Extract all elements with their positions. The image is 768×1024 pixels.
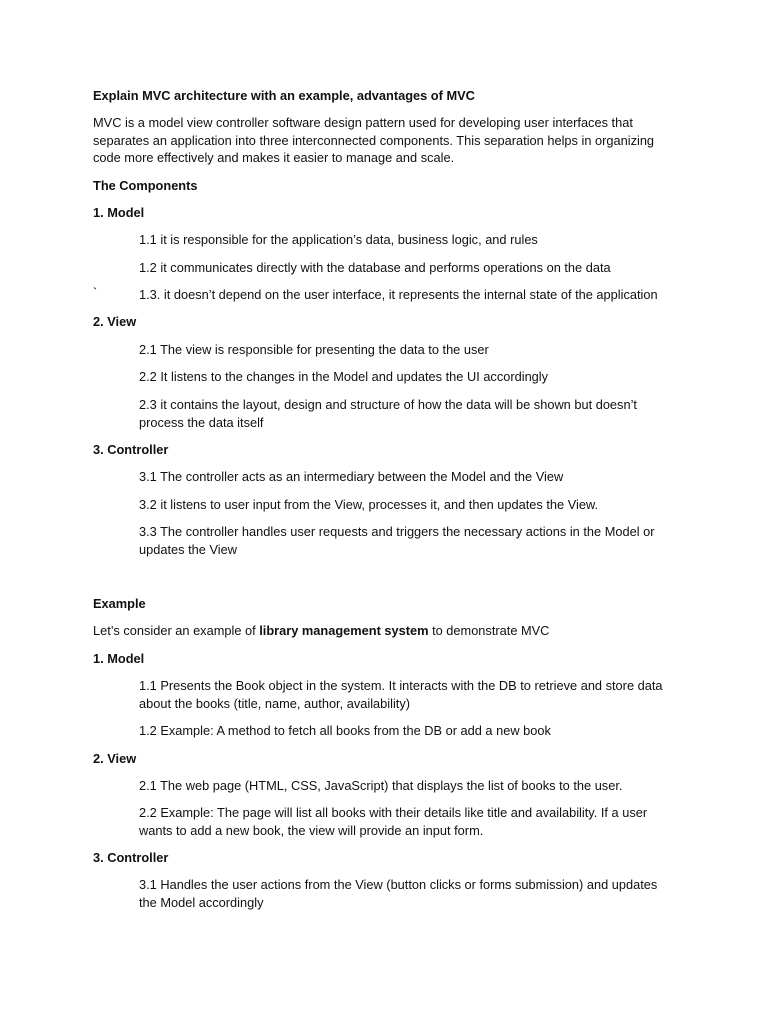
example-model-point-1: 1.1 Presents the Book object in the system. It interacts with the DB to retrieve and store data about the books (title, name, author, availability) [139,678,663,711]
stray-backtick: ` [93,285,98,300]
view-point-3: 2.3 it contains the layout, design and structure of how the data will be shown but doesn’t process the data itself [139,397,637,430]
controller-point-2: 3.2 it listens to user input from the View, processes it, and then updates the View. [139,497,599,512]
example-view-heading: 2. View [93,751,137,766]
example-view-point-1: 2.1 The web page (HTML, CSS, JavaScript) that displays the list of books to the user. [139,778,623,793]
example-intro-text-start: Let’s consider an example of [93,623,260,638]
controller-point-1: 3.1 The controller acts as an intermediary between the Model and the View [139,469,564,484]
model-heading: 1. Model [93,205,145,220]
model-point-3: 1.3. it doesn’t depend on the user interface, it represents the internal state of the application [139,287,658,302]
view-heading: 2. View [93,314,137,329]
controller-point-3: 3.3 The controller handles user requests and triggers the necessary actions in the Model or updates the View [139,524,655,557]
example-controller-heading: 3. Controller [93,850,169,865]
controller-heading: 3. Controller [93,442,169,457]
example-intro [93,622,673,640]
model-point-1: 1.1 it is responsible for the application’s data, business logic, and rules [139,232,538,247]
view-point-2: 2.2 It listens to the changes in the Model and updates the UI accordingly [139,369,549,384]
example-intro-highlight: library management system [259,623,429,638]
view-point-1: 2.1 The view is responsible for presenting the data to the user [139,342,489,357]
example-intro-text-end: to demonstrate MVC [428,623,550,638]
example-heading: Example [93,596,146,611]
example-model-point-2: 1.2 Example: A method to fetch all books from the DB or add a new book [139,723,551,738]
components-heading: The Components [93,178,198,193]
model-point-2: 1.2 it communicates directly with the database and performs operations on the data [139,260,611,275]
example-view-point-2: 2.2 Example: The page will list all books with their details like title and availability. If a user wants to add a new book, the view will provide an input form. [139,805,648,838]
example-controller-point-1: 3.1 Handles the user actions from the View (button clicks or forms submission) and updates the Model accordingly [139,877,658,910]
example-model-heading: 1. Model [93,651,145,666]
intro-paragraph: MVC is a model view controller software design pattern used for developing user interfaces that separates an application into three interconnected components. This separation helps in organizing code more effectively and makes it easier to manage and scale. [93,115,655,165]
document-title: Explain MVC architecture with an example, advantages of MVC [93,88,475,103]
